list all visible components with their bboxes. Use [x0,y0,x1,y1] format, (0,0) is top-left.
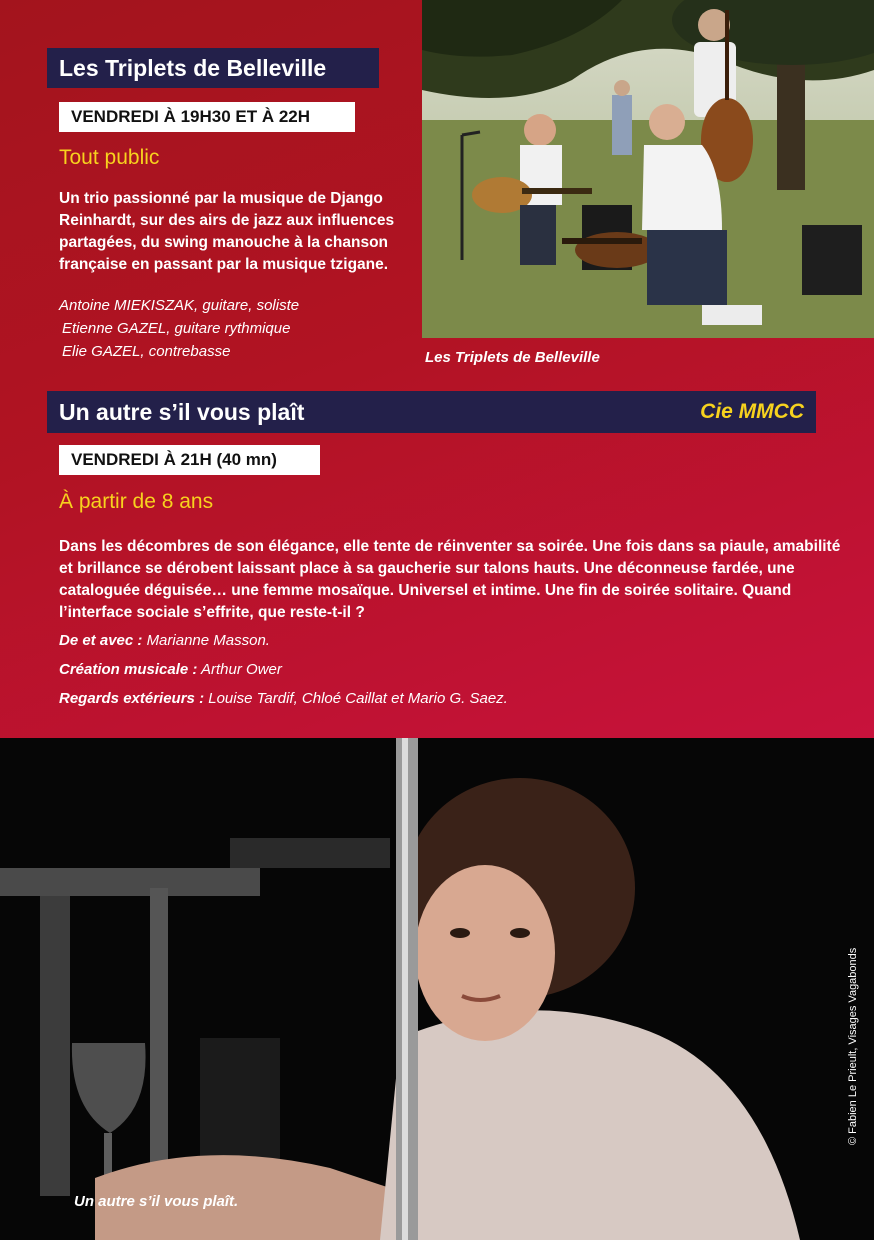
show2-schedule-box [59,445,320,475]
photo-credit: © Fabien Le Prieult, Visages Vagabonds [847,947,859,1145]
show2-description: Dans les décombres de son élégance, elle tente de réinventer sa soirée. Une fois dans sa piaule, amabilité et brillance se dérobent laissant place à sa gaucherie sur talons hauts. Une déconneuse fardée, une cataloguée déguisée… une femme mosaïque. Universel et intime. Une fin de soirée solitaire. Quand l’interface sociale s’effrite, que reste-t-il ? [59,538,841,621]
show2-title-bar [47,391,816,433]
credit-label: Regards extérieurs : [59,690,205,707]
show1-schedule: VENDREDI À 19H30 ET À 22H [71,107,311,126]
show1-credit-line: Antoine MIEKISZAK, guitare, soliste [59,297,300,314]
show1-title-bar [47,48,379,88]
show2-company: Cie MMCC [700,400,804,423]
credit-value: Arthur Ower [201,661,282,678]
credit-label: De et avec : [59,632,143,649]
trio-band-photo [422,0,874,338]
show1-schedule-box [59,102,355,132]
credit-label: Création musicale : [59,661,198,678]
show2-title: Un autre s’il vous plaît [59,398,305,425]
show2-schedule: VENDREDI À 21H (40 mn) [71,450,277,469]
show2-audience: À partir de 8 ans [59,490,214,513]
show1-description: Un trio passionné par la musique de Django Reinhardt, sur des airs de jazz aux influences partagées, du swing manouche à la chanson française en passant par la musique tzigane. [59,190,395,273]
trio-photo-caption: Les Triplets de Belleville [425,349,600,366]
performer-photo [0,738,874,1240]
show1-audience: Tout public [59,146,160,169]
show2-credit-music [59,661,282,678]
credit-value: Marianne Masson. [146,632,270,649]
credit-value: Louise Tardif, Chloé Caillat et Mario G. Saez. [208,690,508,707]
show1-title: Les Triplets de Belleville [59,54,327,81]
show1-credits [59,294,299,363]
show1-credit-line: Etienne GAZEL, guitare rythmique [62,320,291,337]
show1-credit-line: Elie GAZEL, contrebasse [62,343,231,360]
performer-photo-caption: Un autre s’il vous plaît. [74,1193,239,1210]
show2-credit-authors [59,632,270,649]
show2-credit-outside-eyes [59,690,508,707]
